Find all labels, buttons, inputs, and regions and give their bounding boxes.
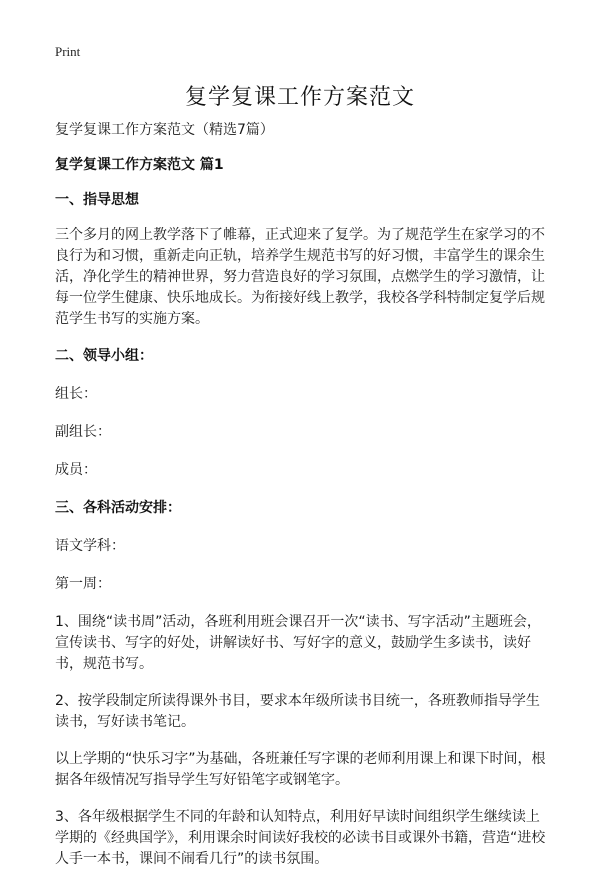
members-line: 成员：	[55, 462, 97, 478]
document-body	[55, 120, 550, 870]
heading-guiding-ideology: 一、指导思想	[55, 192, 139, 208]
week-one-line: 第一周：	[55, 576, 111, 592]
heading-leadership-group: 二、领导小组：	[55, 348, 153, 364]
group-leader-line: 组长：	[55, 386, 97, 402]
deputy-leader-line: 副组长：	[55, 424, 111, 440]
section-heading: 复学复课工作方案范文 篇1	[55, 157, 224, 173]
body-paragraph: 2、按学段制定所读得课外书目，要求本年级所读书目统一，各班教师指导学生读书，写好读书笔记。	[55, 693, 540, 730]
heading-activity-arrangement: 三、各科活动安排：	[55, 500, 181, 516]
chinese-subject-line: 语文学科：	[55, 538, 125, 554]
print-label: Print	[55, 44, 81, 59]
body-paragraph: 1、围绕“读书周”活动，各班利用班会课召开一次“读书、写字活动”主题班会，宣传读书、写字的好处，讲解读好书、写好字的意义，鼓励学生多读书，读好书，规范书写。	[55, 614, 541, 672]
body-paragraph: 3、各年级根据学生不同的年龄和认知特点，利用好早读时间组织学生继续读上学期的《经典国学》，利用课余时间读好我校的必读书目或课外书籍，营造“进校人手一本书，课间不闹看几行”的读书氛围。	[55, 809, 546, 867]
body-paragraph: 以上学期的“快乐习字”为基础，各班兼任写字课的老师利用课上和课下时间，根据各年级情况写指导学生写好铅笔字或钢笔字。	[55, 751, 546, 788]
body-paragraph: 三个多月的网上教学落下了帷幕，正式迎来了复学。为了规范学生在家学习的不良行为和习惯，重新走向正轨，培养学生规范书写的好习惯，丰富学生的课余生活，净化学生的精神世界，努力营造良好的学习氛围，点燃学生的学习激情，让每一位学生健康、快乐地成长。为衔接好线上教学，我校各学科特制定复学后规范学生书写的实施方案。	[55, 227, 545, 327]
document-title: 复学复课工作方案范文	[184, 85, 415, 110]
subtitle-paragraph: 复学复课工作方案范文（精选7篇）	[55, 122, 274, 138]
